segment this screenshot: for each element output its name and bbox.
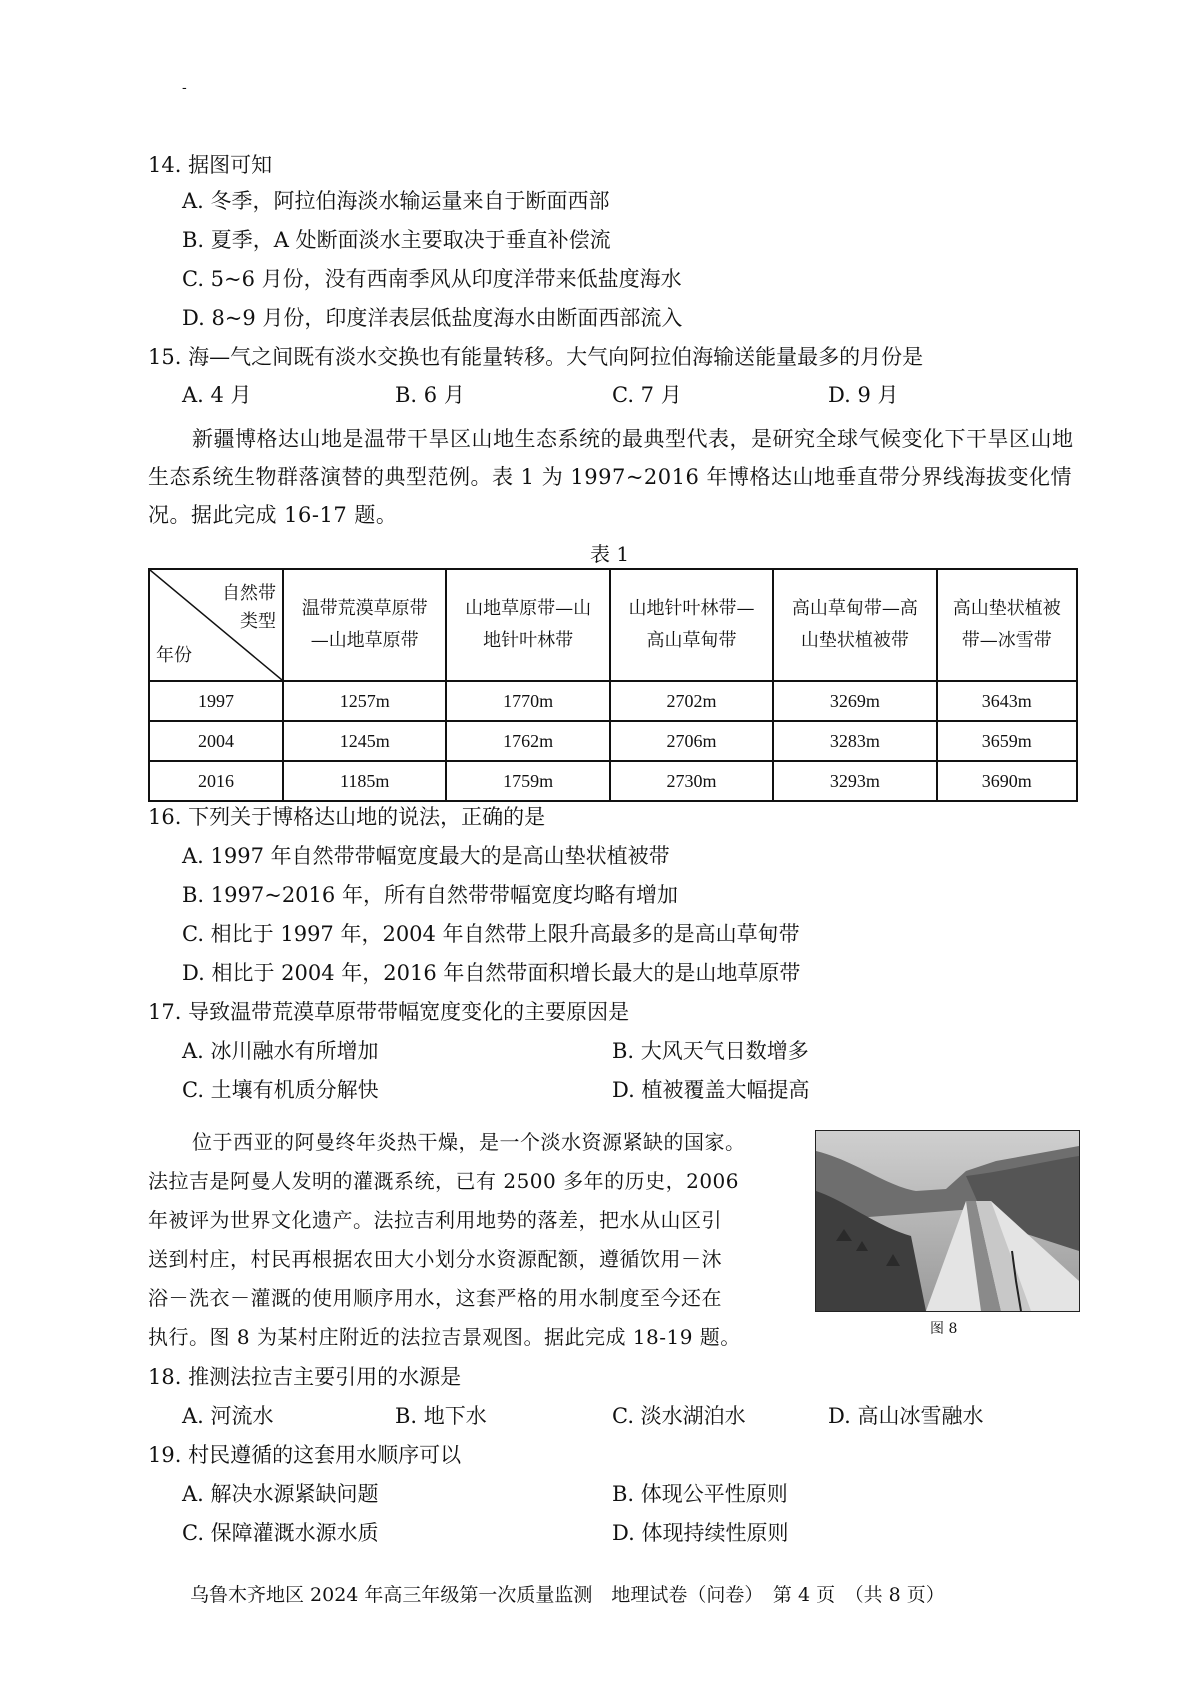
- question-17-option-c: C. 土壤有机质分解快: [182, 1078, 379, 1102]
- corner-label-type: [222, 580, 276, 636]
- question-15-option-a: A. 4 月: [182, 383, 252, 407]
- value-cell: 1257m: [283, 681, 446, 721]
- figure-8-caption: 图 8: [930, 1321, 958, 1337]
- year-cell: 1997: [149, 681, 283, 721]
- header-line: 地针叶林带: [483, 630, 574, 651]
- value-cell: 2706m: [610, 721, 773, 761]
- header-cell: [446, 569, 609, 681]
- header-line: 温带荒漠草原带: [301, 598, 428, 619]
- passage-bogda: 新疆博格达山地是温带干旱区山地生态系统的最典型代表，是研究全球气候变化下干旱区山地生态系统生物群落演替的典型范例。表 1 为 1997~2016 年博格达山地垂直带分界线海拔变化情况。据此完成 16-17 题。: [148, 427, 1074, 527]
- header-line: 高山草甸带—高: [791, 598, 918, 619]
- question-15-option-d: D. 9 月: [828, 383, 899, 407]
- corner-label-line-2: 类型: [240, 611, 276, 632]
- question-19-option-a: A. 解决水源紧缺问题: [182, 1482, 379, 1506]
- question-18-option-c: C. 淡水湖泊水: [612, 1404, 746, 1428]
- header-line: 山垫状植被带: [800, 630, 909, 651]
- page-footer: 乌鲁木齐地区 2024 年高三年级第一次质量监测 地理试卷（问卷） 第 4 页 （共 8 页）: [190, 1584, 945, 1606]
- header-cell: [773, 569, 936, 681]
- question-17-stem: 17. 导致温带荒漠草原带带幅宽度变化的主要原因是: [148, 1000, 630, 1024]
- table-row: [149, 761, 1077, 801]
- question-16-option-d: D. 相比于 2004 年，2016 年自然带面积增长最大的是山地草原带: [182, 961, 801, 985]
- question-16-stem: 16. 下列关于博格达山地的说法，正确的是: [148, 805, 546, 829]
- passage-line: 法拉吉是阿曼人发明的灌溉系统，已有 2500 多年的历史，2006: [148, 1169, 740, 1193]
- value-cell: 3690m: [937, 761, 1077, 801]
- table-corner-cell: [149, 569, 283, 681]
- value-cell: 2702m: [610, 681, 773, 721]
- table-row: [149, 681, 1077, 721]
- value-cell: 3269m: [773, 681, 936, 721]
- header-line: 高山草甸带: [646, 630, 737, 651]
- question-18-option-a: A. 河流水: [182, 1404, 274, 1428]
- question-14-option-d: D. 8~9 月份，印度洋表层低盐度海水由断面西部流入: [182, 306, 683, 330]
- value-cell: 3643m: [937, 681, 1077, 721]
- table-header-row: [149, 569, 1077, 681]
- question-14-option-a: A. 冬季，阿拉伯海淡水输运量来自于断面西部: [182, 189, 610, 213]
- passage-line: 浴－洗衣－灌溉的使用顺序用水，这套严格的用水制度至今还在: [148, 1286, 722, 1310]
- question-16-option-b: B. 1997~2016 年，所有自然带带幅宽度均略有增加: [182, 883, 678, 907]
- passage-line: 位于西亚的阿曼终年炎热干燥，是一个淡水资源紧缺的国家。: [192, 1130, 746, 1154]
- year-cell: 2004: [149, 721, 283, 761]
- passage-line: 年被评为世界文化遗产。法拉吉利用地势的落差，把水从山区引: [148, 1208, 722, 1232]
- passage-line: 送到村庄，村民再根据农田大小划分水资源配额，遵循饮用－沐: [148, 1247, 722, 1271]
- falaj-landscape-image: [816, 1131, 1079, 1311]
- question-19-option-b: B. 体现公平性原则: [612, 1482, 788, 1506]
- year-cell: 2016: [149, 761, 283, 801]
- question-19-option-d: D. 体现持续性原则: [612, 1521, 789, 1545]
- value-cell: 1245m: [283, 721, 446, 761]
- value-cell: 1762m: [446, 721, 609, 761]
- value-cell: 1770m: [446, 681, 609, 721]
- value-cell: 1759m: [446, 761, 609, 801]
- header-cell: [283, 569, 446, 681]
- header-line: 带—冰雪带: [961, 630, 1052, 651]
- header-line: 山地针叶林带—: [628, 598, 755, 619]
- value-cell: 3293m: [773, 761, 936, 801]
- question-18-option-d: D. 高山冰雪融水: [828, 1404, 984, 1428]
- question-15-stem: 15. 海—气之间既有淡水交换也有能量转移。大气向阿拉伯海输送能量最多的月份是: [148, 345, 924, 369]
- question-16-option-c: C. 相比于 1997 年，2004 年自然带上限升高最多的是高山草甸带: [182, 922, 800, 946]
- falaj-photo: [815, 1130, 1080, 1312]
- passage-line: 执行。图 8 为某村庄附近的法拉吉景观图。据此完成 18-19 题。: [148, 1325, 741, 1349]
- corner-label-line-1: 自然带: [222, 583, 276, 604]
- table-1: [148, 568, 1078, 802]
- header-line: 高山垫状植被: [952, 598, 1061, 619]
- header-line: —山地草原带: [310, 630, 419, 651]
- value-cell: 1185m: [283, 761, 446, 801]
- question-17-option-d: D. 植被覆盖大幅提高: [612, 1078, 810, 1102]
- question-14-stem: 14. 据图可知: [148, 153, 273, 177]
- table-row: [149, 721, 1077, 761]
- table-1-caption: 表 1: [590, 542, 630, 566]
- question-17-option-a: A. 冰川融水有所增加: [182, 1039, 379, 1063]
- question-19-option-c: C. 保障灌溉水源水质: [182, 1521, 379, 1545]
- question-15-option-b: B. 6 月: [395, 383, 465, 407]
- question-17-option-b: B. 大风天气日数增多: [612, 1039, 809, 1063]
- value-cell: 2730m: [610, 761, 773, 801]
- question-14-option-b: B. 夏季，A 处断面淡水主要取决于垂直补偿流: [182, 228, 611, 252]
- question-18-option-b: B. 地下水: [395, 1404, 487, 1428]
- question-15-option-c: C. 7 月: [612, 383, 682, 407]
- question-19-stem: 19. 村民遵循的这套用水顺序可以: [148, 1443, 462, 1467]
- question-14-option-c: C. 5~6 月份，没有西南季风从印度洋带来低盐度海水: [182, 267, 682, 291]
- scan-mark: -: [182, 80, 187, 96]
- value-cell: 3283m: [773, 721, 936, 761]
- corner-label-year: 年份: [156, 645, 192, 666]
- question-16-option-a: A. 1997 年自然带带幅宽度最大的是高山垫状植被带: [182, 844, 670, 868]
- header-cell: [937, 569, 1077, 681]
- question-18-stem: 18. 推测法拉吉主要引用的水源是: [148, 1365, 462, 1389]
- value-cell: 3659m: [937, 721, 1077, 761]
- header-line: 山地草原带—山: [465, 598, 592, 619]
- header-cell: [610, 569, 773, 681]
